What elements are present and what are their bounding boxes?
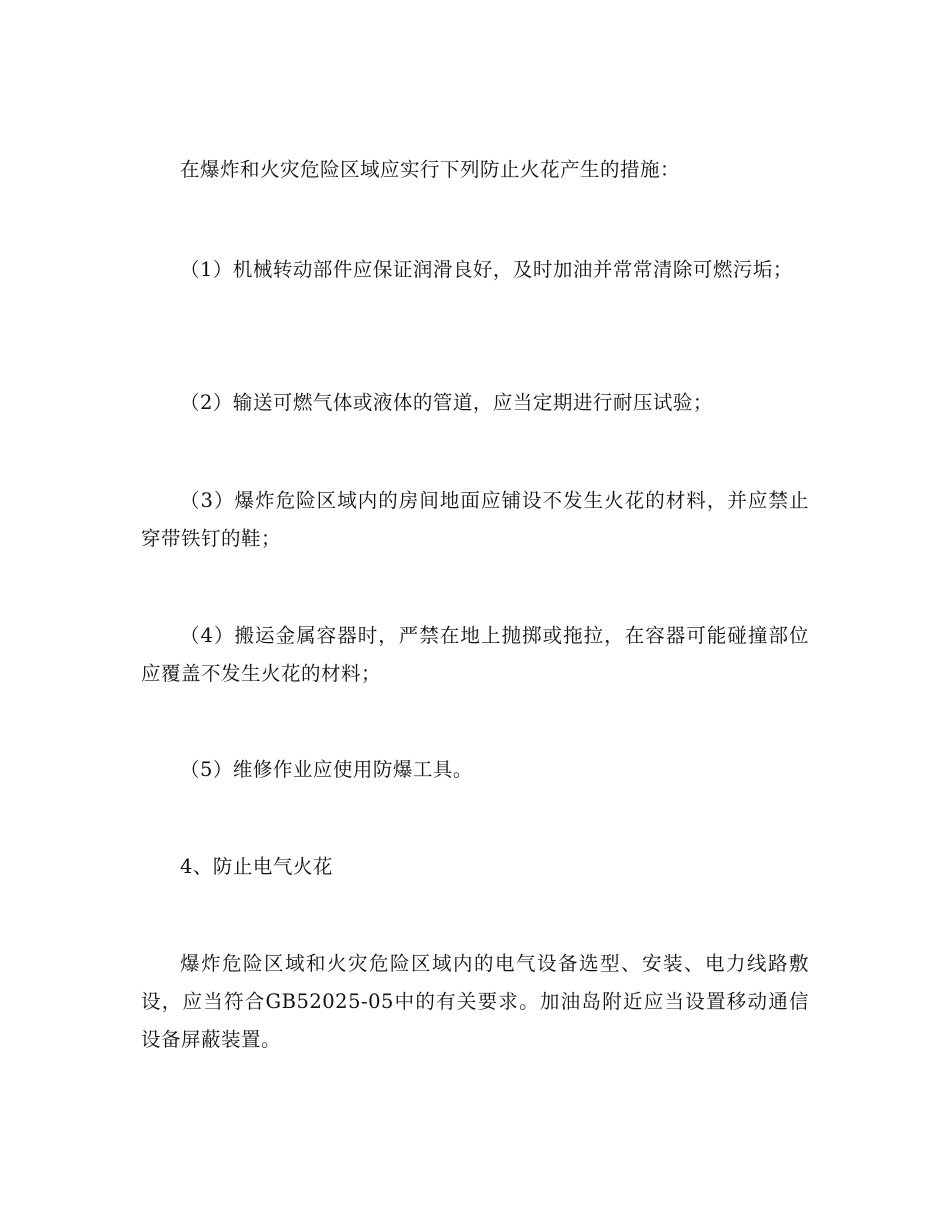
paragraph-item-5: （5）维修作业应使用防爆工具。 [180, 758, 473, 781]
paragraph-item-1: （1）机械转动部件应保证润滑良好，及时加油并常常清除可燃污垢； [180, 258, 793, 281]
section-heading: 4、防止电气火花 [180, 855, 333, 878]
paragraph-electrical: 爆炸危险区域和火灾危险区域内的电气设备选型、安装、电力线路敷设，应当符合GB52025-05中的有关要求。加油岛附近应当设置移动通信设备屏蔽装置。 [141, 952, 809, 1051]
paragraph-item-2: （2）输送可燃气体或液体的管道，应当定期进行耐压试验； [180, 391, 713, 414]
paragraph-item-3: （3）爆炸危险区域内的房间地面应铺设不发生火花的材料，并应禁止穿带铁钉的鞋； [141, 489, 809, 550]
paragraph-item-4: （4）搬运金属容器时，严禁在地上抛掷或拖拉，在容器可能碰撞部位应覆盖不发生火花的材料； [141, 624, 809, 685]
paragraph-intro: 在爆炸和火灾危险区域应实行下列防止火花产生的措施： [180, 158, 681, 181]
